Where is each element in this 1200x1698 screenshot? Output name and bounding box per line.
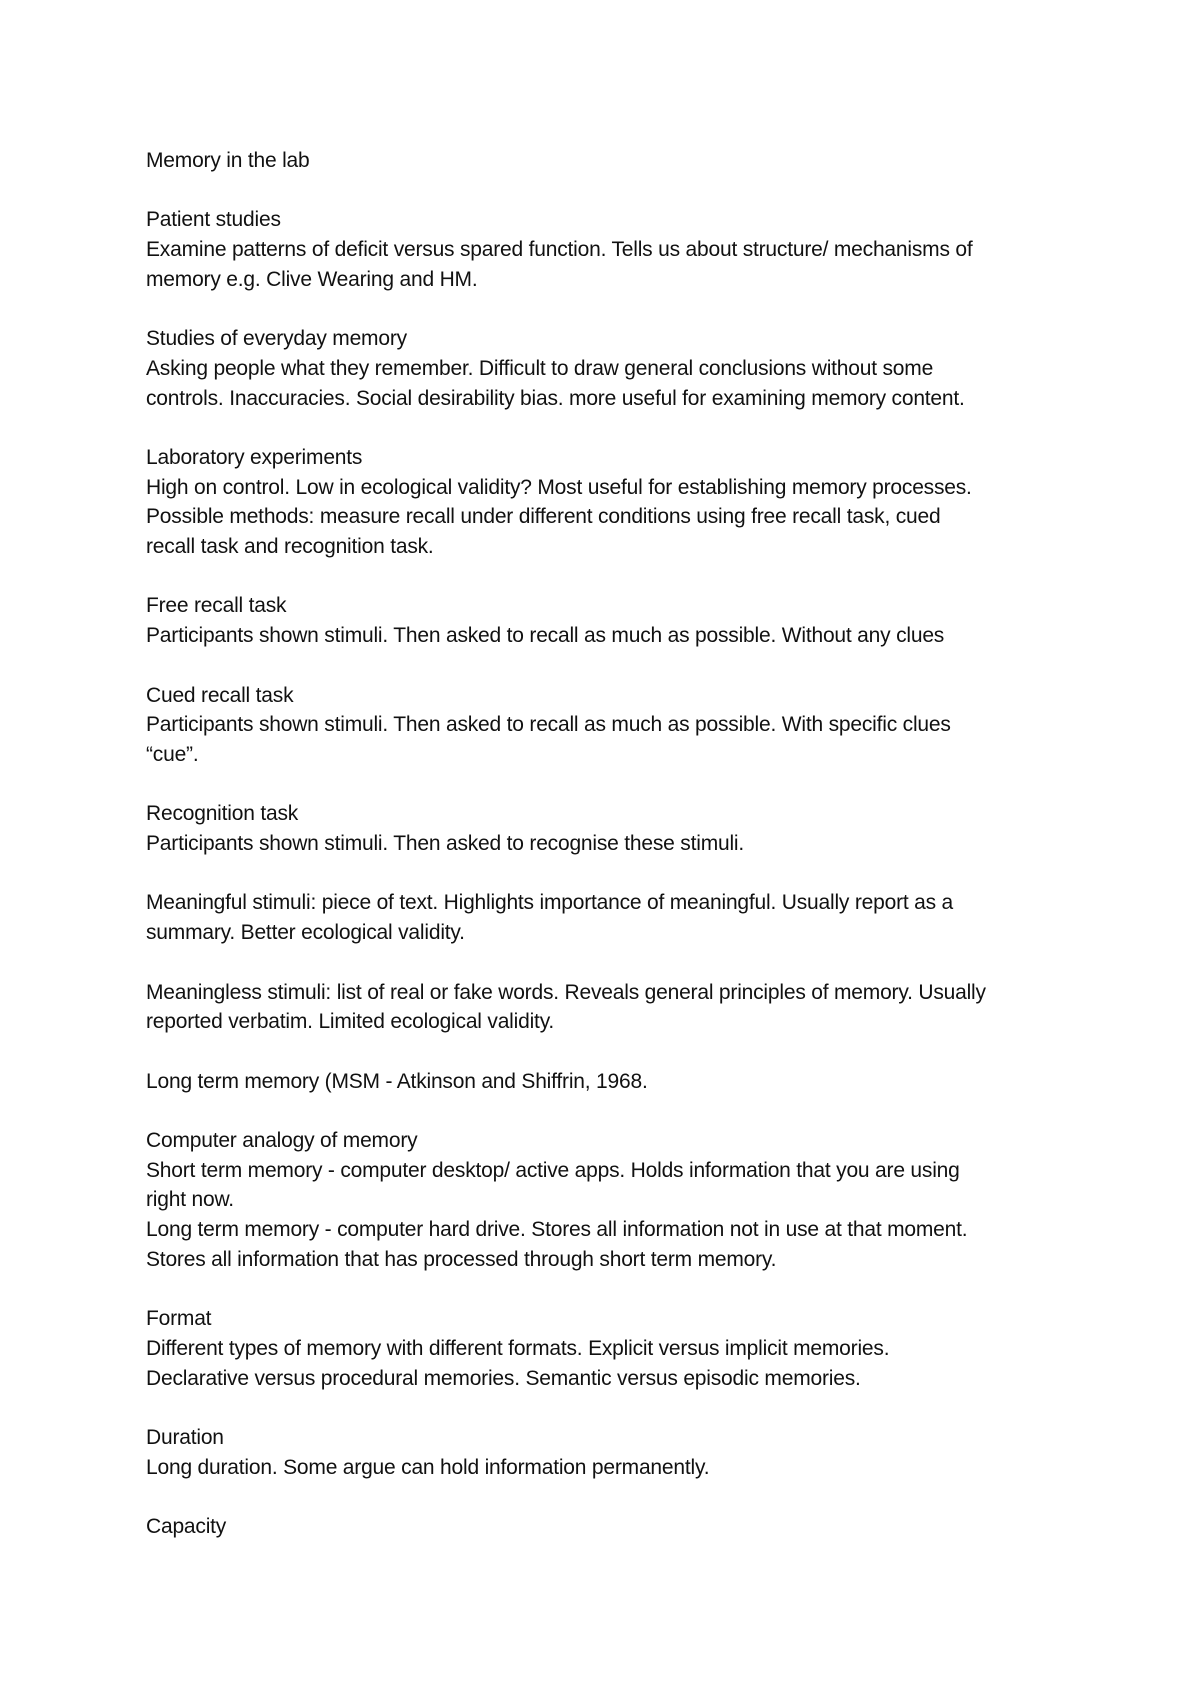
- section-heading: Capacity: [146, 1515, 227, 1539]
- section-laboratory-experiments: [146, 443, 1076, 562]
- section-free-recall-task: [146, 591, 1076, 650]
- section-cued-recall-task: [146, 681, 1076, 770]
- section-recognition-task: [146, 799, 1076, 858]
- section-heading: Format: [146, 1307, 212, 1331]
- paragraph-long-term-memory: [146, 1067, 1076, 1097]
- body-line: Declarative versus procedural memories. Semantic versus episodic memories.: [146, 1366, 861, 1390]
- section-heading: Patient studies: [146, 208, 281, 232]
- body-line: “cue”.: [146, 742, 199, 766]
- body-line: Participants shown stimuli. Then asked to recall as much as possible. With specific clues: [146, 713, 951, 737]
- paragraph-meaningful-stimuli: [146, 888, 1076, 947]
- section-heading: Computer analogy of memory: [146, 1129, 418, 1153]
- document-page: [146, 146, 1076, 1572]
- body-line: Asking people what they remember. Difficult to draw general conclusions without some: [146, 356, 934, 380]
- body-line: Different types of memory with different formats. Explicit versus implicit memories.: [146, 1336, 890, 1360]
- section-format: [146, 1304, 1076, 1393]
- paragraph-meaningless-stimuli: [146, 978, 1076, 1037]
- section-heading: Duration: [146, 1426, 224, 1450]
- section-heading: Free recall task: [146, 594, 287, 618]
- body-line: right now.: [146, 1188, 234, 1212]
- document-title: Memory in the lab: [146, 149, 310, 172]
- body-line: reported verbatim. Limited ecological validity.: [146, 1010, 555, 1034]
- body-line: Stores all information that has processed through short term memory.: [146, 1247, 777, 1271]
- body-line: Meaningful stimuli: piece of text. Highlights importance of meaningful. Usually report as a: [146, 891, 954, 915]
- body-line: Participants shown stimuli. Then asked to recognise these stimuli.: [146, 832, 745, 856]
- body-line: controls. Inaccuracies. Social desirability bias. more useful for examining memory content.: [146, 386, 965, 410]
- body-line: Long term memory (MSM - Atkinson and Shiffrin, 1968.: [146, 1069, 648, 1093]
- body-line: Possible methods: measure recall under different conditions using free recall task, cued: [146, 505, 941, 529]
- section-heading: Studies of everyday memory: [146, 327, 407, 351]
- section-heading: Laboratory experiments: [146, 445, 363, 469]
- section-computer-analogy: [146, 1126, 1076, 1275]
- section-everyday-memory: [146, 324, 1076, 413]
- body-line: Meaningless stimuli: list of real or fake words. Reveals general principles of memory. Usually: [146, 980, 986, 1004]
- section-heading: Recognition task: [146, 802, 299, 826]
- body-line: Short term memory - computer desktop/ active apps. Holds information that you are using: [146, 1158, 960, 1182]
- section-duration: [146, 1423, 1076, 1482]
- section-heading: Cued recall task: [146, 683, 294, 707]
- body-line: High on control. Low in ecological validity? Most useful for establishing memory processes.: [146, 475, 972, 499]
- body-line: Participants shown stimuli. Then asked to recall as much as possible. Without any clues: [146, 624, 945, 648]
- body-line: memory e.g. Clive Wearing and HM.: [146, 267, 478, 291]
- section-patient-studies: [146, 205, 1076, 294]
- body-line: Long term memory - computer hard drive. Stores all information not in use at that moment.: [146, 1218, 968, 1242]
- body-line: summary. Better ecological validity.: [146, 921, 465, 945]
- body-line: recall task and recognition task.: [146, 535, 434, 559]
- body-line: Long duration. Some argue can hold information permanently.: [146, 1455, 710, 1479]
- body-line: Examine patterns of deficit versus spared function. Tells us about structure/ mechanisms of: [146, 238, 973, 262]
- section-capacity: [146, 1512, 1076, 1542]
